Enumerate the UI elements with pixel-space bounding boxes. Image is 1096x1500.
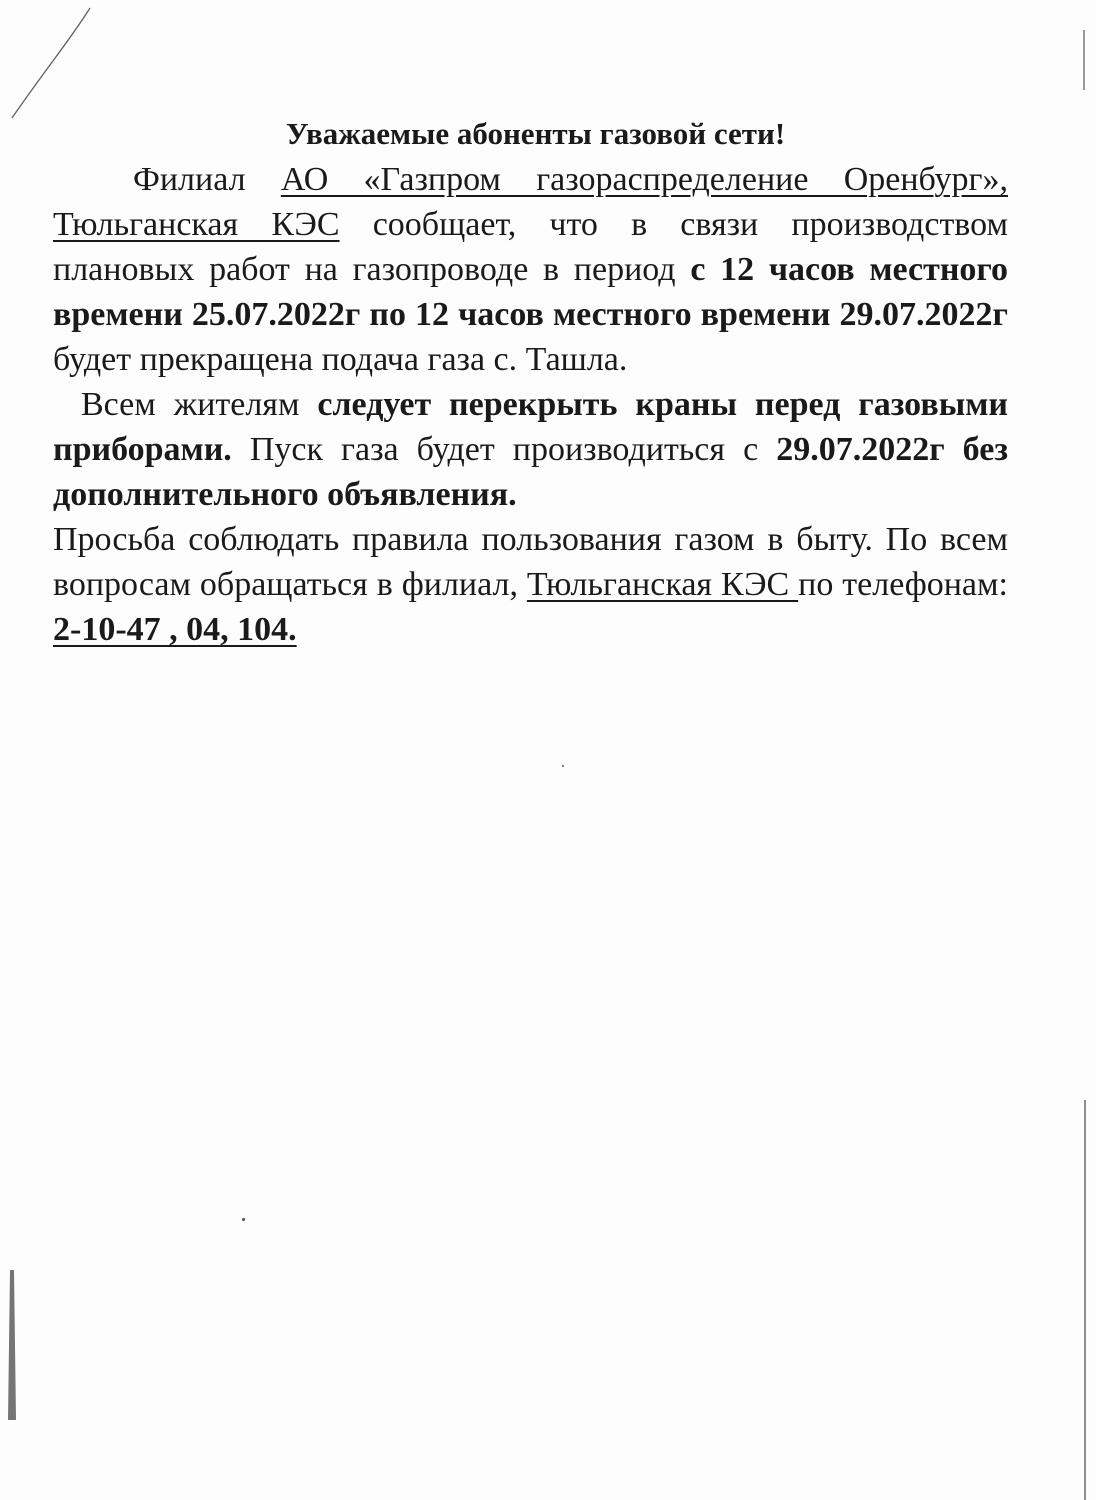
speck-mark	[242, 1218, 245, 1221]
p3-text-1: Просьба соблюдать правила пользования газом в быту. По всем вопросам обращаться в филиал,	[53, 521, 1008, 603]
phone-numbers: 2-10-47 , 04, 104.	[53, 611, 297, 648]
p1-text-1: Филиал	[133, 161, 281, 198]
p2-text-2: Пуск газа будет производиться с	[231, 431, 777, 468]
speck-mark	[562, 765, 564, 767]
scan-smudge-mark	[4, 1270, 22, 1420]
notice-paragraph-1	[53, 157, 1008, 382]
outage-period: с 12 часов местного времени 25.07.2022г по 12 часов местного времени 29.07.2022г	[53, 251, 1009, 333]
p1-text-2: сообщает, что в связи производством плановых работ на газопроводе в период	[53, 206, 1008, 288]
close-valves-instruction: следует перекрыть краны перед газовыми приборами.	[53, 386, 1008, 468]
restart-date: 29.07.2022г без дополнительного объявления.	[53, 431, 1008, 513]
scan-edge-mark	[1082, 0, 1088, 1500]
notice-paragraph-3	[53, 517, 1008, 652]
branch-name: Тюльганская КЭС	[526, 566, 799, 603]
p3-text-2: по телефонам:	[798, 566, 1008, 603]
p2-text-1: Всем жителям	[81, 386, 318, 423]
notice-body	[53, 112, 1008, 652]
p1-text-3: будет прекращена подача газа с. Ташла.	[53, 341, 628, 378]
organization-name: АО «Газпром газораспределение Оренбург», Тюльганская КЭС	[53, 161, 1008, 243]
notice-title: Уважаемые абоненты газовой сети!	[285, 116, 786, 151]
notice-paragraph-2	[53, 382, 1008, 517]
